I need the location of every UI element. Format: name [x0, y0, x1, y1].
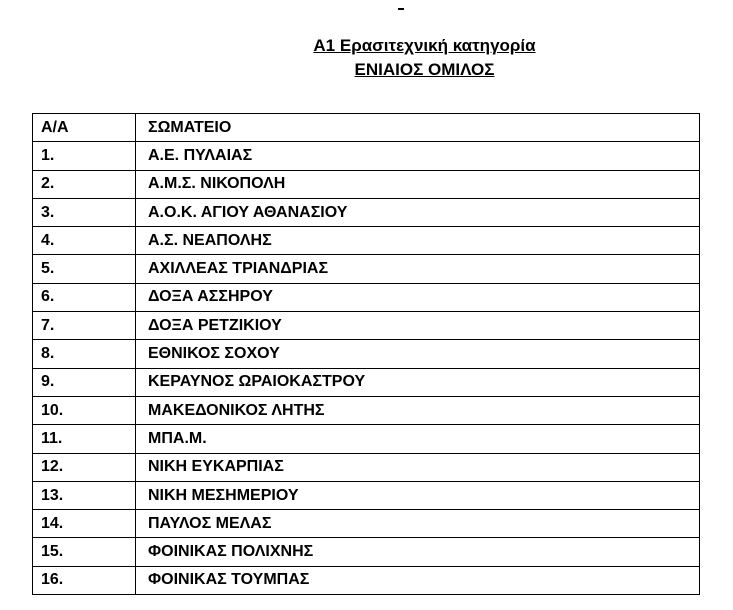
- top-dash-mark: [398, 8, 404, 10]
- row-index-cell: 13.: [33, 481, 136, 509]
- row-index-cell: 8.: [33, 340, 136, 368]
- table-row: [33, 255, 700, 283]
- row-index-cell: 11.: [33, 425, 136, 453]
- row-index-cell: 15.: [33, 538, 136, 566]
- table-row: [33, 453, 700, 481]
- table-header-row: [33, 114, 700, 142]
- row-index-cell: 9.: [33, 368, 136, 396]
- row-club-cell: ΦΟΙΝΙΚΑΣ ΠΟΛΙΧΝΗΣ: [136, 538, 700, 566]
- row-club-cell: Α.Σ. ΝΕΑΠΟΛΗΣ: [136, 227, 700, 255]
- row-index-cell: 14.: [33, 510, 136, 538]
- row-index-cell: 10.: [33, 396, 136, 424]
- table-row: [33, 312, 700, 340]
- document-subtitle: ΕΝΙΑΙΟΣ ΟΜΙΛΟΣ: [354, 60, 495, 79]
- row-club-cell: ΝΙΚΗ ΜΕΣΗΜΕΡΙΟΥ: [136, 481, 700, 509]
- table-row: [33, 510, 700, 538]
- row-club-cell: Α.Ο.Κ. ΑΓΙΟΥ ΑΘΑΝΑΣΙΟΥ: [136, 198, 700, 226]
- row-club-cell: ΑΧΙΛΛΕΑΣ ΤΡΙΑΝΔΡΙΑΣ: [136, 255, 700, 283]
- row-index-cell: 4.: [33, 227, 136, 255]
- table-row: [33, 425, 700, 453]
- table-row: [33, 198, 700, 226]
- row-index-cell: 2.: [33, 170, 136, 198]
- row-index-cell: 3.: [33, 198, 136, 226]
- table-row: [33, 283, 700, 311]
- row-club-cell: ΜΑΚΕΔΟΝΙΚΟΣ ΛΗΤΗΣ: [136, 396, 700, 424]
- row-club-cell: ΠΑΥΛΟΣ ΜΕΛΑΣ: [136, 510, 700, 538]
- row-index-cell: 12.: [33, 453, 136, 481]
- table-row: [33, 368, 700, 396]
- table-row: [33, 481, 700, 509]
- table-row: [33, 142, 700, 170]
- row-club-cell: ΜΠΑ.Μ.: [136, 425, 700, 453]
- row-club-cell: ΚΕΡΑΥΝΟΣ ΩΡΑΙΟΚΑΣΤΡΟΥ: [136, 368, 700, 396]
- row-club-cell: Α.Ε. ΠΥΛΑΙΑΣ: [136, 142, 700, 170]
- document-title: Α1 Ερασιτεχνική κατηγορία: [313, 36, 536, 55]
- header-club: ΣΩΜΑΤΕΙΟ: [136, 114, 700, 142]
- table-row: [33, 340, 700, 368]
- row-club-cell: ΔΟΞΑ ΡΕΤΖΙΚΙΟΥ: [136, 312, 700, 340]
- header-index: Α/Α: [33, 114, 136, 142]
- row-index-cell: 16.: [33, 566, 136, 594]
- table-row: [33, 396, 700, 424]
- table-row: [33, 566, 700, 594]
- table-row: [33, 227, 700, 255]
- row-club-cell: Α.Μ.Σ. ΝΙΚΟΠΟΛΗ: [136, 170, 700, 198]
- row-club-cell: ΦΟΙΝΙΚΑΣ ΤΟΥΜΠΑΣ: [136, 566, 700, 594]
- row-club-cell: ΔΟΞΑ ΑΣΣΗΡΟΥ: [136, 283, 700, 311]
- row-club-cell: ΕΘΝΙΚΟΣ ΣΟΧΟΥ: [136, 340, 700, 368]
- row-club-cell: ΝΙΚΗ ΕΥΚΑΡΠΙΑΣ: [136, 453, 700, 481]
- clubs-table: [32, 113, 700, 595]
- row-index-cell: 7.: [33, 312, 136, 340]
- table-row: [33, 538, 700, 566]
- row-index-cell: 6.: [33, 283, 136, 311]
- table-row: [33, 170, 700, 198]
- row-index-cell: 5.: [33, 255, 136, 283]
- row-index-cell: 1.: [33, 142, 136, 170]
